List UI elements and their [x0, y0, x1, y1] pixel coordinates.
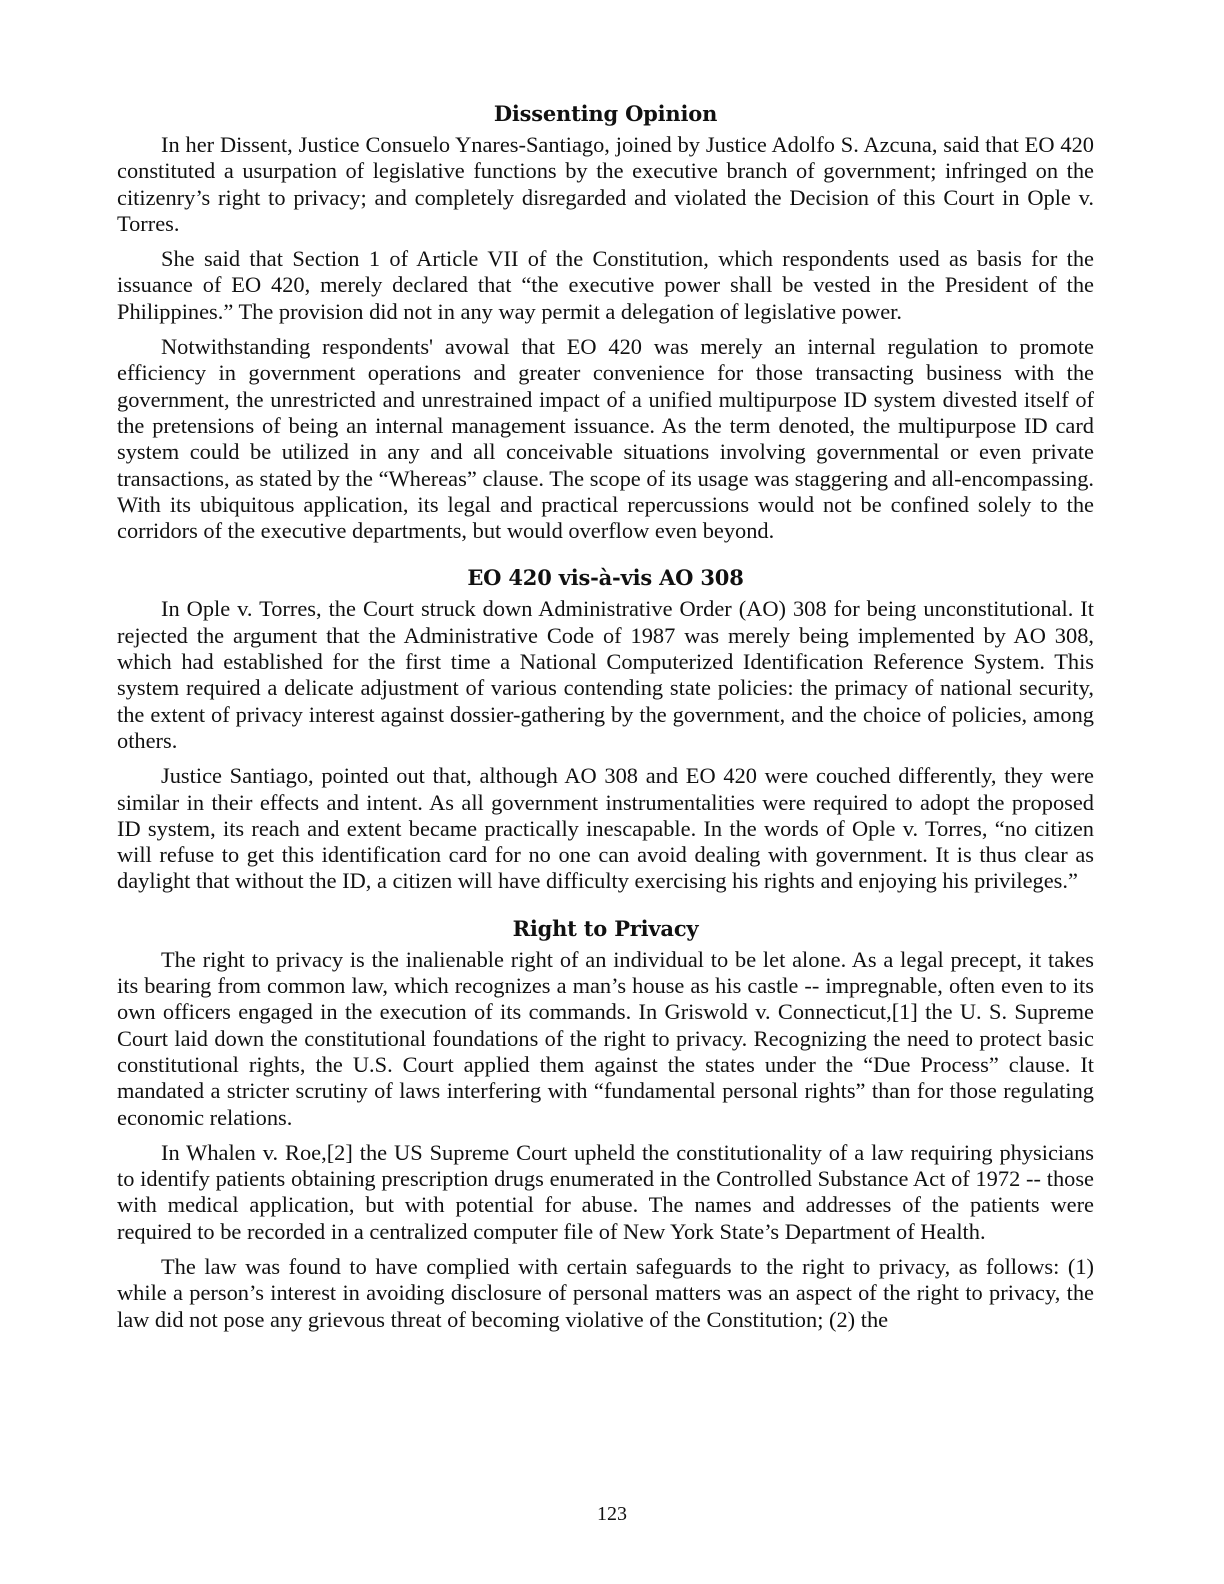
page-number: 123 [597, 1503, 627, 1525]
section-eo-vs-ao [117, 564, 1094, 894]
paragraph: In Ople v. Torres, the Court struck down Administrative Order (AO) 308 for being unconstitutional. It rejected the argument that the Administrative Code of 1987 was merely being implemented by AO 308, which had established for the first time a National Computerized Identification Reference System. This system required a delicate adjustment of various contending state policies: the primacy of national security, the extent of privacy interest against dossier-gathering by the government, and the choice of policies, among others. [117, 596, 1094, 753]
document-page [117, 100, 1094, 1353]
paragraph: Justice Santiago, pointed out that, although AO 308 and EO 420 were couched differently, they were similar in their effects and intent. As all government instrumentalities were required to adopt the proposed ID system, its reach and extent became practically inescapable. In the words of Ople v. Torres, “no citizen will refuse to get this identification card for no one can avoid dealing with government. It is thus clear as daylight that without the ID, a citizen will have difficulty exercising his rights and enjoying his privileges.” [117, 763, 1094, 894]
paragraph: Notwithstanding respondents' avowal that EO 420 was merely an internal regulation to promote efficiency in government operations and greater convenience for those transacting business with the government, the unrestricted and unrestrained impact of a unified multipurpose ID system divested itself of the pretensions of being an internal management issuance. As the term denoted, the multipurpose ID card system could be utilized in any and all conceivable situations involving governmental or even private transactions, as stated by the “Whereas” clause. The scope of its usage was staggering and all-encompassing. With its ubiquitous application, its legal and practical repercussions would not be confined solely to the corridors of the executive departments, but would overflow even beyond. [117, 334, 1094, 544]
paragraph: In Whalen v. Roe,[2] the US Supreme Court upheld the constitutionality of a law requiring physicians to identify patients obtaining prescription drugs enumerated in the Controlled Substance Act of 1972 -- those with medical application, but with potential for abuse. The names and addresses of the patients were required to be recorded in a centralized computer file of New York State’s Department of Health. [117, 1139, 1094, 1244]
paragraph: The law was found to have complied with certain safeguards to the right to privacy, as follows: (1) while a person’s interest in avoiding disclosure of personal matters was an aspect of the right to privacy, the law did not pose any grievous threat of becoming violative of the Constitution; (2) the [117, 1253, 1094, 1332]
paragraph: The right to privacy is the inalienable right of an individual to be let alone. As a legal precept, it takes its bearing from common law, which recognizes a man’s house as his castle -- impregnable, often even to its own officers engaged in the execution of its commands. In Griswold v. Connecticut,[1] the U. S. Supreme Court laid down the constitutional foundations of the right to privacy. Recognizing the need to protect basic constitutional rights, the U.S. Court applied them against the states under the “Due Process” clause. It mandated a stricter scrutiny of laws interfering with “fundamental personal rights” than for those regulating economic relations. [117, 946, 1094, 1130]
section-dissenting-opinion [117, 100, 1094, 544]
paragraph: She said that Section 1 of Article VII of the Constitution, which respondents used as basis for the issuance of EO 420, merely declared that “the executive power shall be vested in the President of the Philippines.” The provision did not in any way permit a delegation of legislative power. [117, 246, 1094, 324]
section-heading: Dissenting Opinion [493, 101, 718, 126]
section-heading: EO 420 vis-à-vis AO 308 [467, 565, 744, 591]
section-heading: Right to Privacy [512, 915, 699, 941]
section-right-to-privacy [117, 915, 1094, 1333]
paragraph: In her Dissent, Justice Consuelo Ynares-Santiago, joined by Justice Adolfo S. Azcuna, said that EO 420 constituted a usurpation of legislative functions by the executive branch of government; infringed on the citizenry’s right to privacy; and completely disregarded and violated the Decision of this Court in Ople v. Torres. [117, 132, 1094, 236]
